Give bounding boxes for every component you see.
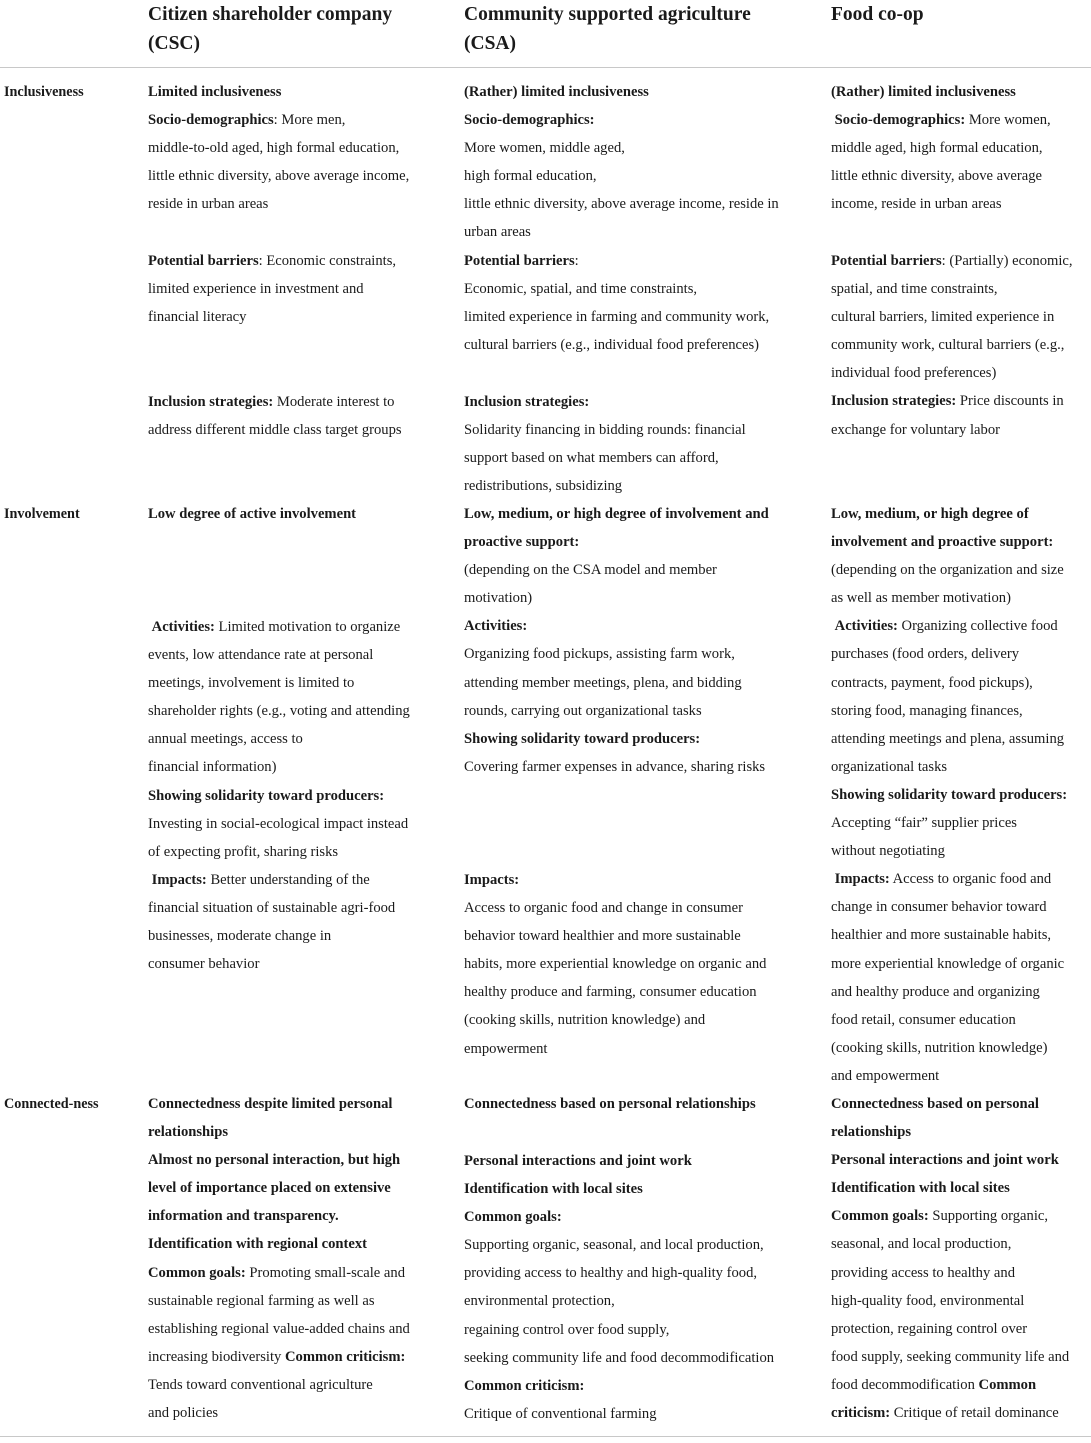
text-line: seeking community life and food decommodification (464, 1349, 775, 1366)
text-line: (cooking skills, nutrition knowledge) (831, 1039, 1048, 1056)
cell-inclusiveness-csc (148, 78, 409, 218)
text-line: annual meetings, access to (148, 731, 303, 748)
table-bottom-rule (0, 1436, 1091, 1437)
text-line: high-quality food, environmental (831, 1292, 1025, 1309)
text-line: little ethnic diversity, above average income, (148, 168, 410, 185)
text-line: providing access to healthy and high-quality food, (464, 1265, 758, 1282)
text-line: environmental protection, (464, 1293, 615, 1310)
label-impacts: Impacts: (834, 871, 890, 888)
text-line: little ethnic diversity, above average income, reside in (464, 196, 779, 213)
text-line: high formal education, (464, 168, 597, 185)
text-line: contracts, payment, food pickups), (831, 674, 1033, 691)
text-line: : (Partially) economic, (941, 253, 1073, 269)
text-line: : (574, 252, 579, 269)
header-line: Community supported agriculture (464, 4, 751, 25)
cell-title-line: Low, medium, or high degree of involvement and (464, 506, 769, 522)
bold-line: Almost no personal interaction, but high (148, 1152, 401, 1169)
row-label-involvement: Involvement (4, 506, 80, 522)
text-line: Access to organic food and (889, 871, 1052, 888)
label-solidarity: Showing solidarity toward producers: (464, 730, 701, 747)
label-impacts: Impacts: (151, 871, 207, 888)
text-line: financial situation of sustainable agri-food (148, 899, 396, 916)
text-line: More women, middle aged, (464, 140, 625, 157)
bold-line: level of importance placed on extensive (148, 1180, 391, 1197)
text-line: Supporting organic, seasonal, and local production, (464, 1237, 764, 1254)
text-line: without negotiating (831, 843, 945, 860)
column-header-csc (148, 0, 392, 58)
label-activities: Activities: (151, 619, 215, 635)
text-line: providing access to healthy and (831, 1264, 1015, 1281)
text-line: shareholder rights (e.g., voting and attending (148, 703, 410, 720)
cell-involvement-csa (464, 500, 769, 781)
column-header-food-coop (831, 0, 924, 29)
text-line: cultural barriers, limited experience in (831, 309, 1055, 326)
text-line: food supply, seeking community life and (831, 1348, 1070, 1365)
label-socio-demographics: Socio-demographics: (834, 112, 966, 129)
text-line: Organizing collective food (897, 618, 1058, 635)
header-line: (CSA) (464, 33, 516, 54)
label-common-goals: Common goals: (831, 1208, 929, 1225)
text-line: increasing biodiversity (148, 1348, 285, 1365)
text-line: food decommodification (831, 1376, 979, 1393)
text-line: consumer behavior (148, 956, 260, 973)
text-line: Tends toward conventional agriculture (148, 1376, 373, 1393)
cell-title-line: Connectedness based on personal (831, 1096, 1039, 1112)
label-activities: Activities: (464, 618, 528, 635)
text-line: redistributions, subsidizing (464, 478, 623, 495)
cell-connectedness-csa (464, 1090, 756, 1118)
label-impacts: Impacts: (464, 872, 520, 888)
text-line: change in consumer behavior toward (831, 899, 1047, 916)
text-line: middle aged, high formal education, (831, 140, 1043, 157)
text-line: Better understanding of the (206, 871, 370, 888)
text-line: empowerment (464, 1040, 548, 1057)
text-line: healthy produce and farming, consumer education (464, 984, 757, 1001)
text-line: meetings, involvement is limited to (148, 675, 355, 692)
header-divider (0, 67, 1091, 68)
text-line: individual food preferences) (831, 365, 997, 382)
label-common-goals: Common goals: (148, 1264, 246, 1281)
text-line: events, low attendance rate at personal (148, 647, 374, 664)
text-line: behavior toward healthier and more sustainable (464, 928, 741, 945)
cell-title: Limited inclusiveness (148, 84, 282, 100)
cell-involvement-coop (831, 500, 1067, 1090)
text-line: (depending on the CSA model and member (464, 562, 717, 579)
text-line: purchases (food orders, delivery (831, 646, 1020, 663)
cell-title: Connectedness based on personal relationships (464, 1096, 756, 1112)
bold-line: Identification with regional context (148, 1236, 368, 1253)
cell-inclusiveness-coop (831, 78, 1051, 218)
cell-involvement-csc-activities (148, 613, 410, 978)
bold-line: Personal interactions and joint work (831, 1152, 1059, 1169)
text-line: storing food, managing finances, (831, 702, 1023, 719)
label-activities: Activities: (834, 618, 898, 635)
text-line: Accepting “fair” supplier prices (831, 815, 1017, 832)
cell-title: (Rather) limited inclusiveness (464, 84, 649, 100)
text-line: Promoting small-scale and (245, 1264, 405, 1281)
text-line: Solidarity financing in bidding rounds: financial (464, 422, 746, 439)
text-line: support based on what members can afford, (464, 450, 719, 467)
label-solidarity: Showing solidarity toward producers: (831, 786, 1068, 803)
header-line: Citizen shareholder company (148, 4, 393, 25)
cell-title-line: relationships (831, 1124, 912, 1141)
cell-title: Low degree of active involvement (148, 506, 357, 522)
text-line: : More men, (273, 112, 346, 129)
text-line: limited experience in farming and community work, (464, 308, 770, 325)
cell-inclusiveness-csc-barriers (148, 247, 396, 331)
text-line: Investing in social-ecological impact instead (148, 815, 409, 832)
text-line: protection, regaining control over (831, 1320, 1028, 1337)
text-line: Critique of retail dominance (890, 1405, 1059, 1422)
text-line: limited experience in investment and (148, 281, 364, 298)
label-inclusion-strategies: Inclusion strategies: (464, 394, 590, 410)
label-potential-barriers: Potential barriers (464, 252, 575, 269)
cell-inclusiveness-coop-barriers (831, 247, 1073, 444)
bold-line: Connectedness despite limited personal (148, 1096, 393, 1112)
header-line: Food co-op (831, 4, 924, 25)
text-line: Moderate interest to (273, 394, 395, 410)
bold-line: relationships (148, 1124, 229, 1141)
cell-involvement-csa-impacts (464, 866, 766, 1063)
text-line: community work, cultural barriers (e.g., (831, 337, 1065, 354)
text-line: urban areas (464, 224, 531, 241)
text-line: exchange for voluntary labor (831, 421, 1000, 438)
text-line: Covering farmer expenses in advance, sharing risks (464, 758, 766, 775)
cell-title: (Rather) limited inclusiveness (831, 84, 1016, 100)
text-line: reside in urban areas (148, 196, 269, 213)
text-line: little ethnic diversity, above average (831, 168, 1042, 185)
text-line: Organizing food pickups, assisting farm work, (464, 646, 735, 663)
text-line: sustainable regional farming as well as (148, 1292, 375, 1309)
column-header-csa (464, 0, 751, 58)
label-solidarity: Showing solidarity toward producers: (148, 787, 385, 804)
label-common-criticism: Common criticism: (464, 1377, 585, 1394)
text-line: (cooking skills, nutrition knowledge) and (464, 1012, 706, 1029)
text-line: (depending on the organization and size (831, 562, 1064, 579)
cell-title-line: involvement and proactive support: (831, 534, 1054, 551)
text-line: seasonal, and local production, (831, 1236, 1012, 1253)
text-line: establishing regional value-added chains and (148, 1320, 410, 1337)
text-line: healthier and more sustainable habits, (831, 927, 1052, 944)
label-common-criticism: criticism: (831, 1405, 891, 1422)
text-line: Critique of conventional farming (464, 1405, 657, 1422)
text-line: attending meetings and plena, assuming (831, 730, 1065, 747)
row-label-inclusiveness: Inclusiveness (4, 84, 84, 100)
label-potential-barriers: Potential barriers (148, 253, 259, 269)
label-potential-barriers: Potential barriers (831, 253, 942, 269)
text-line: organizational tasks (831, 758, 948, 775)
text-line: and empowerment (831, 1067, 940, 1084)
cell-inclusiveness-csa-strategies (464, 388, 746, 500)
text-line: address different middle class target groups (148, 422, 402, 439)
cell-involvement-csc (148, 500, 356, 528)
bold-line: information and transparency. (148, 1208, 339, 1225)
text-line: regaining control over food supply, (464, 1321, 670, 1338)
bold-line: Personal interactions and joint work (464, 1153, 692, 1169)
text-line: Access to organic food and change in consumer (464, 900, 743, 917)
bold-line: Identification with local sites (464, 1181, 643, 1198)
text-line: rounds, carrying out organizational tasks (464, 702, 702, 719)
label-inclusion-strategies: Inclusion strategies: (831, 393, 957, 410)
text-line: habits, more experiential knowledge on organic and (464, 956, 767, 973)
text-line: spatial, and time constraints, (831, 281, 998, 298)
text-line: of expecting profit, sharing risks (148, 843, 339, 860)
text-line: and policies (148, 1405, 219, 1422)
bold-line: Identification with local sites (831, 1180, 1010, 1197)
text-line: : Economic constraints, (258, 253, 397, 269)
cell-inclusiveness-csa (464, 78, 779, 359)
text-line: Limited motivation to organize (214, 619, 401, 635)
text-line: financial literacy (148, 309, 247, 326)
header-line: (CSC) (148, 33, 200, 54)
text-line: middle-to-old aged, high formal education, (148, 140, 400, 157)
text-line: More women, (965, 112, 1051, 129)
label-socio-demographics: Socio-demographics: (464, 112, 595, 129)
label-socio-demographics: Socio-demographics (148, 112, 274, 129)
text-line: income, reside in urban areas (831, 196, 1002, 213)
cell-connectedness-csa-body (464, 1147, 774, 1428)
label-common-criticism: Common (978, 1376, 1037, 1393)
text-line: as well as member motivation) (831, 590, 1011, 607)
text-line: attending member meetings, plena, and bidding (464, 674, 742, 691)
cell-connectedness-csc (148, 1090, 410, 1427)
text-line: and healthy produce and organizing (831, 983, 1040, 1000)
row-label-connectedness: Connected-ness (4, 1096, 99, 1112)
text-line: Supporting organic, (928, 1208, 1049, 1225)
cell-title-line: proactive support: (464, 534, 580, 551)
cell-title-line: Low, medium, or high degree of (831, 506, 1029, 522)
text-line: motivation) (464, 590, 533, 607)
text-line: businesses, moderate change in (148, 928, 332, 945)
text-line: more experiential knowledge of organic (831, 955, 1065, 972)
text-line: cultural barriers (e.g., individual food preferences) (464, 336, 759, 353)
label-common-criticism: Common criticism: (285, 1348, 406, 1365)
cell-inclusiveness-csc-strategies (148, 388, 402, 444)
text-line: financial information) (148, 759, 277, 776)
label-common-goals: Common goals: (464, 1209, 562, 1226)
text-line: Price discounts in (956, 393, 1064, 410)
text-line: Economic, spatial, and time constraints, (464, 280, 698, 297)
text-line: food retail, consumer education (831, 1011, 1016, 1028)
cell-connectedness-coop (831, 1090, 1069, 1427)
label-inclusion-strategies: Inclusion strategies: (148, 394, 274, 410)
